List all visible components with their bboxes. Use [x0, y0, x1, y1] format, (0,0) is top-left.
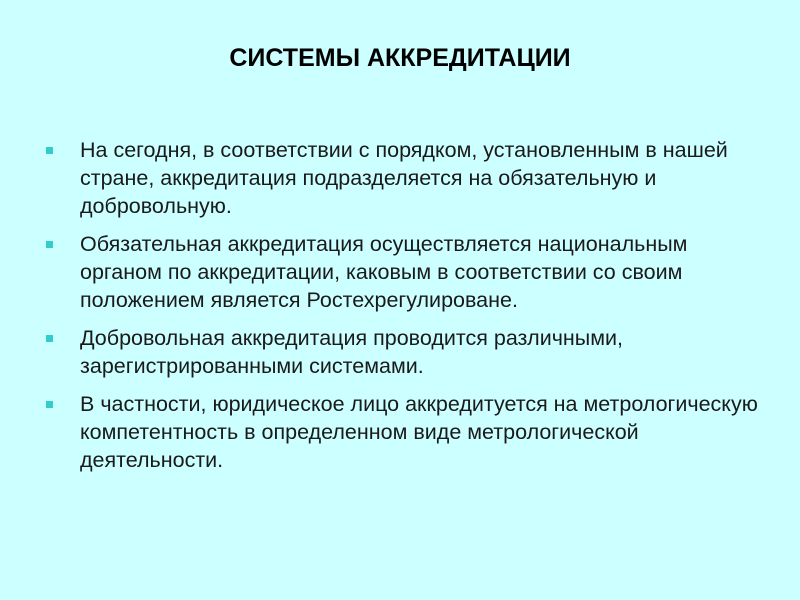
bullet-text: Обязательная аккредитация осуществляется национальным органом по аккредитации, каковым в соответствии со своим положением является Ростехрегулироване. [80, 232, 688, 312]
bullet-text: В частности, юридическое лицо аккредитуется на метрологическую компетентность в определенном виде метрологической деятельности. [80, 392, 758, 472]
bullet-text: На сегодня, в соответствии с порядком, установленным в нашей стране, аккредитация подразделяется на обязательную и добровольную. [80, 138, 728, 218]
square-bullet-icon [46, 241, 53, 248]
square-bullet-icon [46, 335, 53, 342]
bullet-list [46, 136, 766, 484]
slide-title: СИСТЕМЫ АККРЕДИТАЦИИ [229, 44, 571, 72]
bullet-text: Добровольная аккредитация проводится различными, зарегистрированными системами. [80, 326, 624, 378]
bullet-item [46, 324, 766, 380]
bullet-item [46, 390, 766, 474]
square-bullet-icon [46, 147, 53, 154]
square-bullet-icon [46, 401, 53, 408]
bullet-item [46, 230, 766, 314]
bullet-item [46, 136, 766, 220]
